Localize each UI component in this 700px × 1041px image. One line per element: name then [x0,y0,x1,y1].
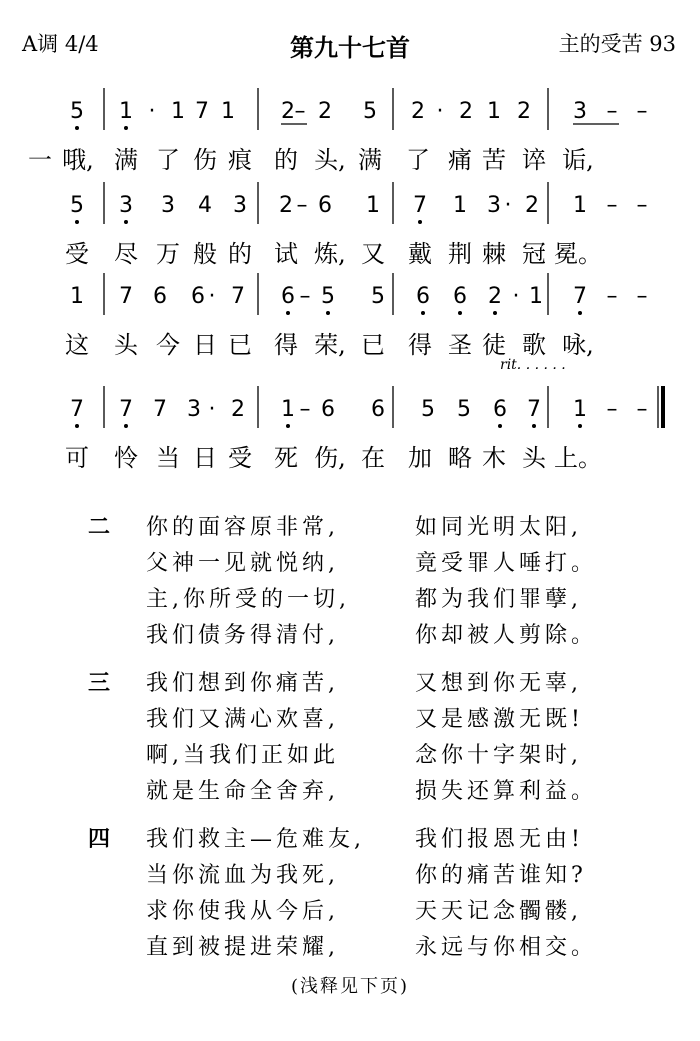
verse-number: 三 [88,671,111,696]
note: 3 [187,397,201,422]
lyric-char: 苦 [482,146,506,174]
lyric-char: 一 [28,146,52,174]
octave-dot [578,311,582,315]
note: 5 [457,397,471,422]
octave-dot [421,311,425,315]
lyric-char: 今 [156,331,180,359]
lyric-char: 这 [65,331,89,359]
verse-number: 四 [88,827,111,852]
note: 6 [281,284,295,309]
lyric-char: 略 [448,444,472,472]
ritardando-mark: rit. . . . . . [500,357,566,373]
lyric-char: 受 [228,444,252,472]
verse-line: 又是感激无既! [415,707,584,732]
note: 6 [321,397,335,422]
note: 1 [487,99,501,124]
note: 5 [421,397,435,422]
lyric-char: 满 [358,146,382,174]
verse-line: 你却被人剪除。 [415,623,598,648]
note: – [636,397,648,422]
lyric-char: 已 [228,331,252,359]
lyric-char: 当 [156,444,180,472]
note: – [636,193,648,218]
lyric-char: 棘 [482,240,506,268]
verse-line: 我们报恩无由! [415,827,584,852]
verse-line: 天天记念髑髅, [415,899,582,924]
octave-dot [458,311,462,315]
note: 1 [453,193,467,218]
lyric-char: 受 [65,240,89,268]
lyric-char: 冠 [522,240,546,268]
note: – [606,193,618,218]
lyric-char: 头 [114,331,138,359]
verse-line: 直到被提进荣耀, [146,935,339,960]
note: 2 [281,99,295,124]
lyric-char: 已 [361,331,385,359]
lyric-char: 伤, [314,444,346,472]
verse-line: 念你十字架时, [415,743,582,768]
lyric-char: 可 [65,444,89,472]
lyric-char: 尽 [114,240,138,268]
verse-line: 主,你所受的一切, [146,587,350,612]
note: – [636,284,648,309]
lyric-char: 日 [193,444,217,472]
lyric-char: 在 [361,444,385,472]
lyric-char: 冕。 [554,240,602,268]
note: 4 [198,193,212,218]
lyric-char: 了 [406,146,430,174]
lyric-char: 炼, [314,240,346,268]
note: 1 [573,193,587,218]
note: 5 [363,99,377,124]
note: 5 [371,284,385,309]
note: – [299,397,311,422]
lyric-char: 上。 [554,444,602,472]
note: 3 [161,193,175,218]
lyric-char: 荣, [314,331,346,359]
note: · [504,193,512,218]
lyric-char: 痛 [448,146,472,174]
lyric-char: 万 [156,240,180,268]
note: 2 [459,99,473,124]
note: 6 [153,284,167,309]
note: 7 [119,284,133,309]
note: – [606,99,618,124]
lyric-char: 歌 [522,331,546,359]
note: 1 [221,99,235,124]
lyric-char: 般 [193,240,217,268]
verse-line: 就是生命全舍弃, [146,779,339,804]
pickup-note: 5 [70,99,84,124]
octave-dot [493,311,497,315]
octave-dot [498,424,502,428]
note: – [299,284,311,309]
verse-line: 都为我们罪孽, [415,587,582,612]
lyric-char: 戴 [408,240,432,268]
note: 6 [318,193,332,218]
lyric-char: 了 [156,146,180,174]
lyric-char: 试 [274,240,298,268]
lyric-char: 得 [408,331,432,359]
note: 3 [233,193,247,218]
note: 6 [453,284,467,309]
lyric-char: 哦, [62,146,94,174]
verse-line: 又想到你无辜, [415,671,582,696]
octave-dot [124,424,128,428]
lyric-char: 头 [522,444,546,472]
verse-line: 我们救主—危难友, [146,827,365,852]
lyric-char: 咏, [562,331,594,359]
verse-line: 如同光明太阳, [415,515,582,540]
verse-line: 我们又满心欢喜, [146,707,339,732]
note: 2 [318,99,332,124]
lyric-char: 木 [482,444,506,472]
hymn-title: 第九十七首 [290,34,410,62]
note: 1 [281,397,295,422]
lyric-char: 诟, [562,146,594,174]
note: 6 [191,284,205,309]
note: 7 [153,397,167,422]
lyric-char: 的 [274,146,298,174]
verse-line: 永远与你相交。 [415,935,598,960]
note: 7 [195,99,209,124]
octave-dot [286,311,290,315]
octave-dot [578,424,582,428]
verse-line: 竟受罪人唾打。 [415,551,598,576]
note: 7 [527,397,541,422]
verse-line: 损失还算利益。 [415,779,598,804]
lyric-char: 日 [193,331,217,359]
verse-line: 我们想到你痛苦, [146,671,339,696]
note: 6 [371,397,385,422]
note: 1 [366,193,380,218]
lyric-char: 加 [408,444,432,472]
hymn-category: 主的受苦 93 [558,32,676,56]
pickup-note: 1 [70,284,84,309]
note: – [606,284,618,309]
note: 3 [119,193,133,218]
note: – [294,99,306,124]
note: 2 [488,284,502,309]
note: 1 [573,397,587,422]
verse-line: 你的面容原非常, [146,515,339,540]
lyric-char: 圣 [448,331,472,359]
octave-dot [75,424,79,428]
note: 7 [573,284,587,309]
lyric-char: 谇 [522,146,546,174]
lyric-char: 徒 [482,331,506,359]
note: 1 [529,284,543,309]
lyric-char: 又 [361,240,385,268]
note: – [296,193,308,218]
lyric-char: 死 [274,444,298,472]
note: 3 [573,99,587,124]
note: 1 [119,99,133,124]
lyric-char: 伤 [193,146,217,174]
lyric-char: 头, [314,146,346,174]
note: · [208,284,216,309]
note: 2 [411,99,425,124]
lyric-char: 荆 [448,240,472,268]
octave-dot [124,220,128,224]
lyric-char: 的 [228,240,252,268]
note: · [436,99,444,124]
lyric-char: 怜 [114,444,138,472]
octave-dot [124,126,128,130]
note: 7 [413,193,427,218]
footer-note: (浅释见下页) [290,976,410,997]
note: 5 [321,284,335,309]
lyric-char: 得 [274,331,298,359]
note: 2 [517,99,531,124]
octave-dot [326,311,330,315]
note: 6 [416,284,430,309]
note: 6 [493,397,507,422]
note: · [512,284,520,309]
verse-line: 啊,当我们正如此 [146,743,339,768]
lyric-char: 满 [114,146,138,174]
note: 7 [119,397,133,422]
note: 2 [231,397,245,422]
verse-line: 你的痛苦谁知? [415,863,587,888]
verse-number: 二 [88,515,111,540]
note: · [148,99,156,124]
note: 1 [171,99,185,124]
octave-dot [532,424,536,428]
lyric-char: 痕 [228,146,252,174]
note: 2 [279,193,293,218]
note: – [606,397,618,422]
pickup-note: 5 [70,193,84,218]
octave-dot [418,220,422,224]
verse-line: 求你使我从今后, [146,899,339,924]
octave-dot [75,220,79,224]
note: · [208,397,216,422]
note: 2 [525,193,539,218]
verse-line: 当你流血为我死, [146,863,339,888]
note: – [636,99,648,124]
verse-line: 父神一见就悦纳, [146,551,339,576]
verse-line: 我们债务得清付, [146,623,339,648]
score-notation [0,0,700,480]
octave-dot [75,126,79,130]
key-signature: A调 4/4 [22,32,99,56]
note: 7 [231,284,245,309]
note: 3 [487,193,501,218]
octave-dot [286,424,290,428]
pickup-note: 7 [70,397,84,422]
